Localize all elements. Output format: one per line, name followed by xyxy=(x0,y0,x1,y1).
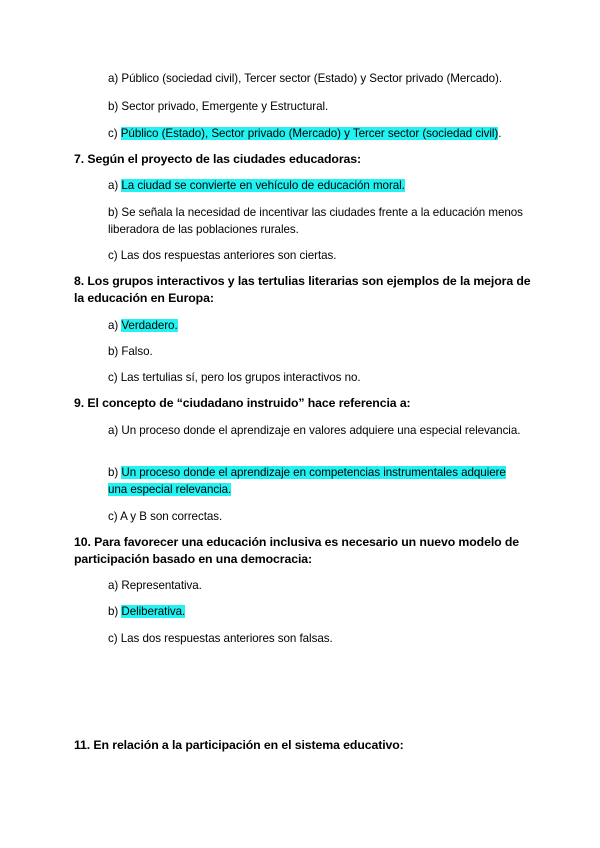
question-10: 10. Para favorecer una educación inclusiva es necesario un nuevo modelo de participación basado en una democracia: xyxy=(74,535,520,566)
q9-option-a: a) Un proceso donde el aprendizaje en valores adquiere una especial relevancia. xyxy=(108,424,521,437)
q8-option-a-highlighted-answer: Verdadero. xyxy=(121,319,178,332)
q9-option-c: c) A y B son correctas. xyxy=(108,510,223,523)
q6-option-c-suffix: . xyxy=(498,127,502,140)
q8-option-a-prefix: a) xyxy=(108,319,122,332)
q7-option-a xyxy=(108,177,528,194)
question-9: 9. El concepto de “ciudadano instruido” hace referencia a: xyxy=(74,396,411,410)
q10-option-c: c) Las dos respuestas anteriores son falsas. xyxy=(108,632,333,645)
q7-option-a-prefix: a) xyxy=(108,179,122,192)
q10-option-b xyxy=(108,603,528,620)
q6-option-c xyxy=(108,125,528,142)
q7-option-c: c) Las dos respuestas anteriores son ciertas. xyxy=(108,249,337,262)
q7-option-a-highlighted-answer: La ciudad se convierte en vehículo de educación moral. xyxy=(121,179,405,192)
q10-option-b-prefix: b) xyxy=(108,605,122,618)
question-11: 11. En relación a la participación en el sistema educativo: xyxy=(74,738,404,752)
q9-option-b-prefix: b) xyxy=(108,466,122,479)
q6-option-c-highlighted-answer: Público (Estado), Sector privado (Mercado) y Tercer sector (sociedad civil) xyxy=(120,127,499,140)
q9-option-b xyxy=(108,464,528,498)
q9-option-b-highlighted-answer: Un proceso donde el aprendizaje en competencias instrumentales adquiere una especial relevancia. xyxy=(108,466,506,496)
q6-option-c-prefix: c) xyxy=(108,127,121,140)
q6-option-a: a) Público (sociedad civil), Tercer sector (Estado) y Sector privado (Mercado). xyxy=(108,72,503,85)
q7-option-b: b) Se señala la necesidad de incentivar las ciudades frente a la educación menos liberadora de las poblaciones rurales. xyxy=(108,206,523,236)
q8-option-c: c) Las tertulias sí, pero los grupos interactivos no. xyxy=(108,371,361,384)
q10-option-a: a) Representativa. xyxy=(108,579,202,592)
question-8: 8. Los grupos interactivos y las tertulias literarias son ejemplos de la mejora de la educación en Europa: xyxy=(74,274,531,305)
question-7: 7. Según el proyecto de las ciudades educadoras: xyxy=(74,152,362,166)
q6-option-b: b) Sector privado, Emergente y Estructural. xyxy=(108,100,329,113)
q8-option-a xyxy=(108,317,528,334)
q10-option-b-highlighted-answer: Deliberativa. xyxy=(121,605,186,618)
q8-option-b: b) Falso. xyxy=(108,345,153,358)
